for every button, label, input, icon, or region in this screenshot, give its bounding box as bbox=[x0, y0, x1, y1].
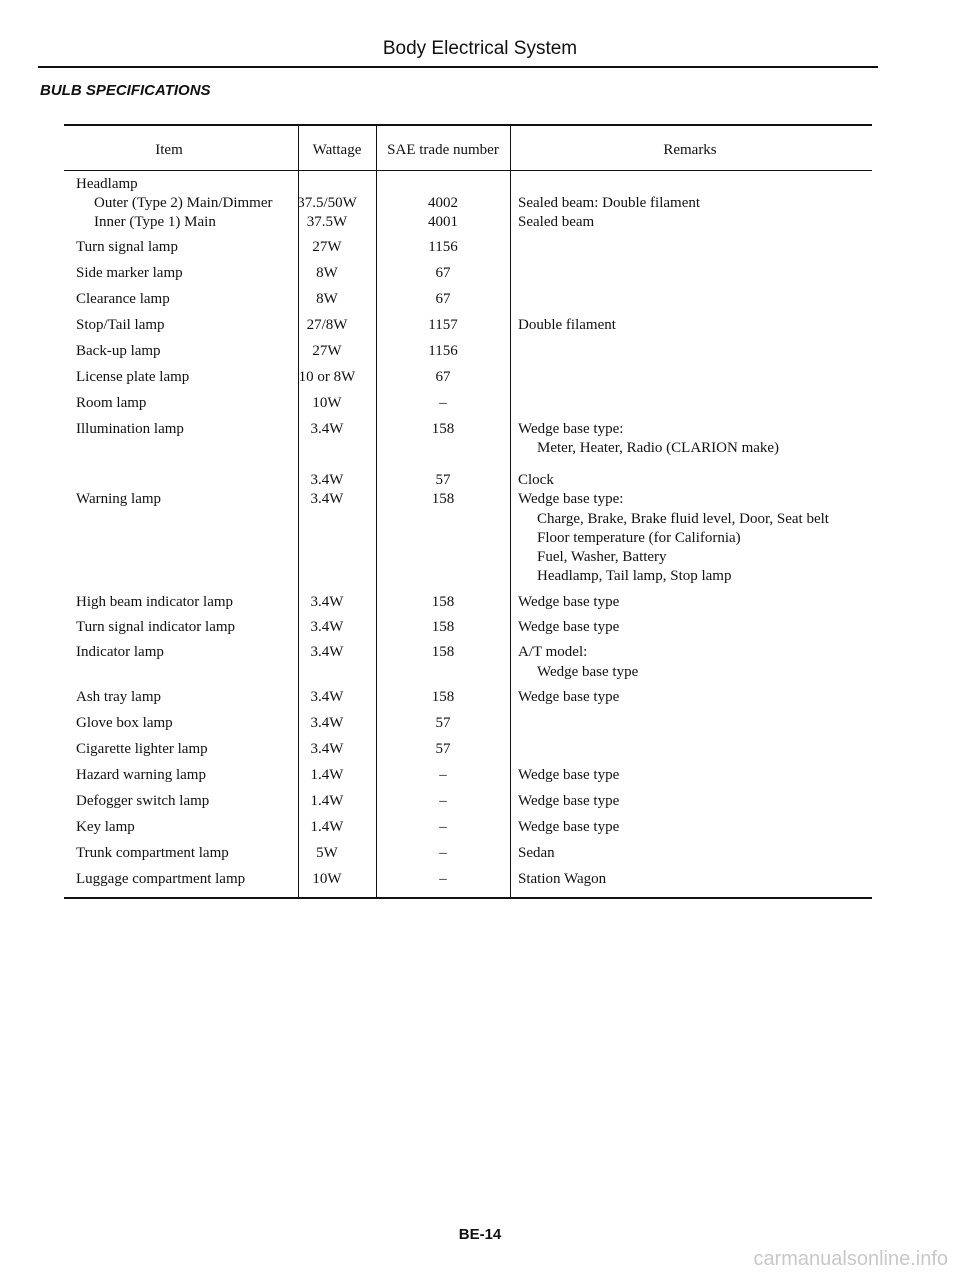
cell-item: Stop/Tail lamp bbox=[76, 317, 165, 333]
cell-sae-number: 67 bbox=[435, 291, 451, 307]
cell-item: Headlamp bbox=[76, 176, 138, 192]
cell-item: Ash tray lamp bbox=[76, 689, 161, 705]
cell-wattage: 27W bbox=[312, 343, 342, 359]
section-title: BULB SPECIFICATIONS bbox=[40, 82, 211, 99]
cell-remarks: Floor temperature (for California) bbox=[537, 530, 741, 546]
column-header-wattage: Wattage bbox=[312, 142, 362, 158]
page-number: BE-14 bbox=[458, 1226, 502, 1243]
cell-wattage: 10 or 8W bbox=[298, 369, 356, 385]
cell-sae-number: 57 bbox=[435, 741, 451, 757]
cell-item: Side marker lamp bbox=[76, 265, 183, 281]
cell-wattage: 3.4W bbox=[310, 491, 344, 507]
cell-sae-number: – bbox=[439, 819, 447, 835]
cell-wattage: 1.4W bbox=[310, 767, 344, 783]
watermark: carmanualsonline.info bbox=[753, 1248, 948, 1270]
cell-wattage: 37.5W bbox=[306, 214, 348, 230]
cell-remarks: Clock bbox=[518, 472, 554, 488]
cell-item: Indicator lamp bbox=[76, 644, 164, 660]
cell-remarks: A/T model: bbox=[518, 644, 588, 660]
cell-item: Trunk compartment lamp bbox=[76, 845, 229, 861]
cell-wattage: 10W bbox=[312, 871, 342, 887]
cell-remarks: Sedan bbox=[518, 845, 555, 861]
table-bottom-rule bbox=[64, 897, 872, 899]
cell-wattage: 8W bbox=[316, 291, 338, 307]
cell-wattage: 8W bbox=[316, 265, 338, 281]
cell-sae-number: 158 bbox=[431, 644, 455, 660]
cell-remarks: Sealed beam: Double filament bbox=[518, 195, 701, 211]
cell-sae-number: – bbox=[439, 871, 447, 887]
cell-remarks: Headlamp, Tail lamp, Stop lamp bbox=[537, 568, 732, 584]
page-header-title: Body Electrical System bbox=[382, 38, 578, 59]
table-header-rule bbox=[64, 170, 872, 171]
cell-item: Cigarette lighter lamp bbox=[76, 741, 208, 757]
cell-remarks: Wedge base type bbox=[537, 664, 639, 680]
cell-sae-number: – bbox=[439, 395, 447, 411]
cell-item: Room lamp bbox=[76, 395, 147, 411]
cell-remarks: Wedge base type bbox=[518, 767, 620, 783]
cell-wattage: 1.4W bbox=[310, 793, 344, 809]
cell-wattage: 3.4W bbox=[310, 689, 344, 705]
cell-item: Glove box lamp bbox=[76, 715, 173, 731]
cell-remarks: Wedge base type bbox=[518, 819, 620, 835]
cell-wattage: 10W bbox=[312, 395, 342, 411]
cell-sae-number: 67 bbox=[435, 369, 451, 385]
cell-item: Illumination lamp bbox=[76, 421, 184, 437]
cell-remarks: Wedge base type: bbox=[518, 421, 624, 437]
cell-sae-number: 1156 bbox=[428, 239, 458, 255]
cell-item: Hazard warning lamp bbox=[76, 767, 206, 783]
cell-item: Back-up lamp bbox=[76, 343, 161, 359]
cell-item: Inner (Type 1) Main bbox=[94, 214, 216, 230]
cell-remarks: Charge, Brake, Brake fluid level, Door, Seat belt bbox=[537, 511, 829, 527]
cell-remarks: Wedge base type bbox=[518, 619, 620, 635]
cell-remarks: Double filament bbox=[518, 317, 616, 333]
cell-remarks: Meter, Heater, Radio (CLARION make) bbox=[537, 440, 780, 456]
cell-remarks: Fuel, Washer, Battery bbox=[537, 549, 667, 565]
cell-wattage: 3.4W bbox=[310, 619, 344, 635]
cell-wattage: 5W bbox=[316, 845, 338, 861]
cell-item: Clearance lamp bbox=[76, 291, 170, 307]
cell-item: Key lamp bbox=[76, 819, 135, 835]
column-divider bbox=[510, 126, 511, 897]
cell-sae-number: – bbox=[439, 767, 447, 783]
cell-remarks: Wedge base type: bbox=[518, 491, 624, 507]
cell-wattage: 3.4W bbox=[310, 741, 344, 757]
table-top-rule bbox=[64, 124, 872, 126]
cell-wattage: 27/8W bbox=[306, 317, 348, 333]
cell-sae-number: 158 bbox=[431, 689, 455, 705]
cell-wattage: 37.5/50W bbox=[297, 195, 357, 211]
column-header-remarks: Remarks bbox=[663, 142, 717, 158]
cell-sae-number: – bbox=[439, 793, 447, 809]
cell-item: Outer (Type 2) Main/Dimmer bbox=[94, 195, 273, 211]
column-divider bbox=[376, 126, 377, 897]
cell-sae-number: 4001 bbox=[428, 214, 458, 230]
header-rule bbox=[38, 66, 878, 68]
cell-sae-number: 158 bbox=[431, 594, 455, 610]
cell-sae-number: 57 bbox=[435, 472, 451, 488]
cell-item: Warning lamp bbox=[76, 491, 162, 507]
cell-sae-number: 4002 bbox=[428, 195, 458, 211]
cell-wattage: 3.4W bbox=[310, 715, 344, 731]
cell-item: Turn signal lamp bbox=[76, 239, 178, 255]
cell-sae-number: 158 bbox=[431, 619, 455, 635]
cell-wattage: 1.4W bbox=[310, 819, 344, 835]
cell-remarks: Wedge base type bbox=[518, 689, 620, 705]
cell-sae-number: 67 bbox=[435, 265, 451, 281]
cell-item: Defogger switch lamp bbox=[76, 793, 210, 809]
cell-sae-number: 158 bbox=[431, 491, 455, 507]
cell-remarks: Station Wagon bbox=[518, 871, 607, 887]
cell-remarks: Sealed beam bbox=[518, 214, 595, 230]
cell-item: Turn signal indicator lamp bbox=[76, 619, 236, 635]
cell-wattage: 3.4W bbox=[310, 472, 344, 488]
cell-remarks: Wedge base type bbox=[518, 793, 620, 809]
cell-wattage: 3.4W bbox=[310, 421, 344, 437]
cell-item: High beam indicator lamp bbox=[76, 594, 234, 610]
cell-sae-number: 158 bbox=[431, 421, 455, 437]
cell-item: License plate lamp bbox=[76, 369, 190, 385]
cell-sae-number: 1157 bbox=[428, 317, 458, 333]
column-header-item: Item bbox=[155, 142, 183, 158]
cell-remarks: Wedge base type bbox=[518, 594, 620, 610]
cell-sae-number: – bbox=[439, 845, 447, 861]
cell-wattage: 3.4W bbox=[310, 594, 344, 610]
column-header-sae-trade-number: SAE trade number bbox=[387, 142, 499, 158]
cell-sae-number: 57 bbox=[435, 715, 451, 731]
cell-sae-number: 1156 bbox=[428, 343, 458, 359]
cell-item: Luggage compartment lamp bbox=[76, 871, 246, 887]
cell-wattage: 3.4W bbox=[310, 644, 344, 660]
cell-wattage: 27W bbox=[312, 239, 342, 255]
